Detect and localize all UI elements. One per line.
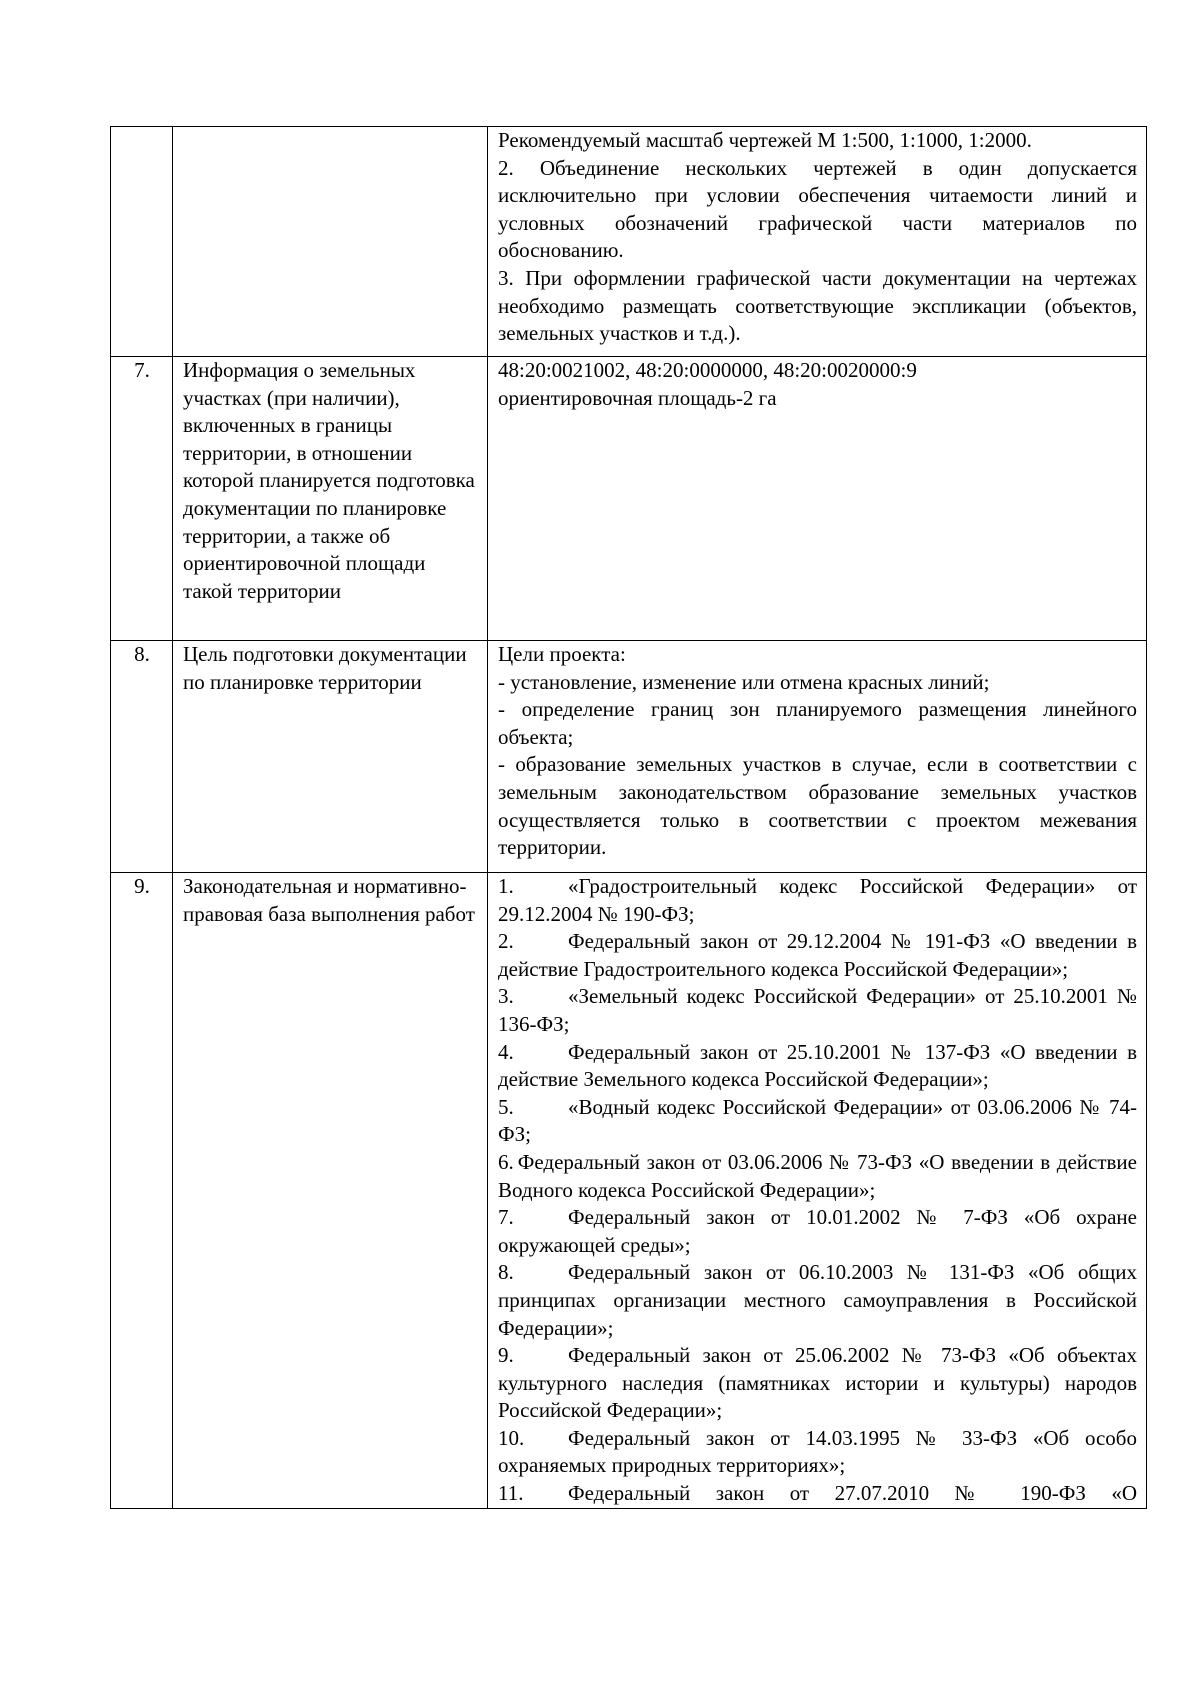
- paragraph: - образование земельных участков в случае, если в соответствии с земельным законодательством образование земельных участков осуществляется только в соответствии с проектом межевания территории.: [498, 752, 1137, 860]
- requirements-table: [110, 126, 1147, 1509]
- paragraph: Рекомендуемый масштаб чертежей М 1:500, 1:1000, 1:2000.: [498, 128, 1032, 152]
- list-item: 7. Федеральный закон от 10.01.2002 № 7-ФЗ «Об охране окружающей среды»;: [498, 1205, 1137, 1257]
- row-label-cell: Законодательная и нормативно-правовая база выполнения работ: [173, 873, 488, 1509]
- paragraph: 2. Объединение нескольких чертежей в один допускается исключительно при условии обеспечения читаемости линий и условных обозначений графической части материалов по обоснованию.: [498, 155, 1137, 263]
- row-label-cell: Цель подготовки документации по планировке территории: [173, 641, 488, 873]
- list-item: 6. Федеральный закон от 03.06.2006 № 73-ФЗ «О введении в действие Водного кодекса Российской Федерации»;: [498, 1149, 1137, 1202]
- row-value-cell: [488, 873, 1147, 1509]
- table-row: [111, 641, 1147, 873]
- list-item-truncated: 11. Федеральный закон от 27.07.2010 № 190-ФЗ «О: [498, 1481, 1137, 1506]
- row-value-cell: [488, 641, 1147, 873]
- document-page: [110, 126, 1146, 1509]
- list-item: 3. «Земельный кодекс Российской Федерации» от 25.10.2001 № 136-ФЗ;: [498, 984, 1137, 1036]
- list-item: 8. Федеральный закон от 06.10.2003 № 131-ФЗ «Об общих принципах организации местного самоуправления в Российской Федерации»;: [498, 1260, 1137, 1340]
- row-number-cell: 8.: [111, 641, 173, 873]
- row-label-cell: Информация о земельных участках (при наличии), включенных в границы территории, в отношении которой планируется подготовка документации по планировке территории, а также об ориентировочной площади такой территории: [173, 357, 488, 641]
- list-item: 2. Федеральный закон от 29.12.2004 № 191-ФЗ «О введении в действие Градостроительного кодекса Российской Федерации»;: [498, 929, 1137, 981]
- cadastral-numbers: 48:20:0021002, 48:20:0000000, 48:20:0020000:9: [498, 358, 917, 382]
- row-value-cell: [488, 127, 1147, 357]
- paragraph: - установление, изменение или отмена красных линий;: [498, 669, 990, 694]
- paragraph: 3. При оформлении графической части документации на чертежах необходимо размещать соответствующие экспликации (объектов, земельных участков и т.д.).: [498, 265, 1137, 346]
- list-item: 10. Федеральный закон от 14.03.1995 № 33-ФЗ «Об особо охраняемых природных территориях»;: [498, 1425, 1137, 1478]
- row-number-cell: 7.: [111, 357, 173, 641]
- list-item: 1. «Градостроительный кодекс Российской Федерации» от 29.12.2004 № 190-ФЗ;: [498, 874, 1137, 926]
- approximate-area: ориентировочная площадь-2 га: [498, 385, 777, 410]
- table-row: [111, 873, 1147, 1509]
- list-item: 4. Федеральный закон от 25.10.2001 № 137-ФЗ «О введении в действие Земельного кодекса Российской Федерации»;: [498, 1039, 1137, 1092]
- row-number-cell: [111, 127, 173, 357]
- row-value-cell: [488, 357, 1147, 641]
- table-row: [111, 127, 1147, 357]
- list-item: 9. Федеральный закон от 25.06.2002 № 73-ФЗ «Об объектах культурного наследия (памятниках истории и культуры) народов Российской Федерации»;: [498, 1343, 1137, 1423]
- paragraph: - определение границ зон планируемого размещения линейного объекта;: [498, 697, 1137, 749]
- list-item: 5. «Водный кодекс Российской Федерации» от 03.06.2006 № 74-ФЗ;: [498, 1094, 1137, 1147]
- paragraph: Цели проекта:: [498, 642, 626, 666]
- row-label-cell: [173, 127, 488, 357]
- table-row: [111, 357, 1147, 641]
- row-number-cell: 9.: [111, 873, 173, 1509]
